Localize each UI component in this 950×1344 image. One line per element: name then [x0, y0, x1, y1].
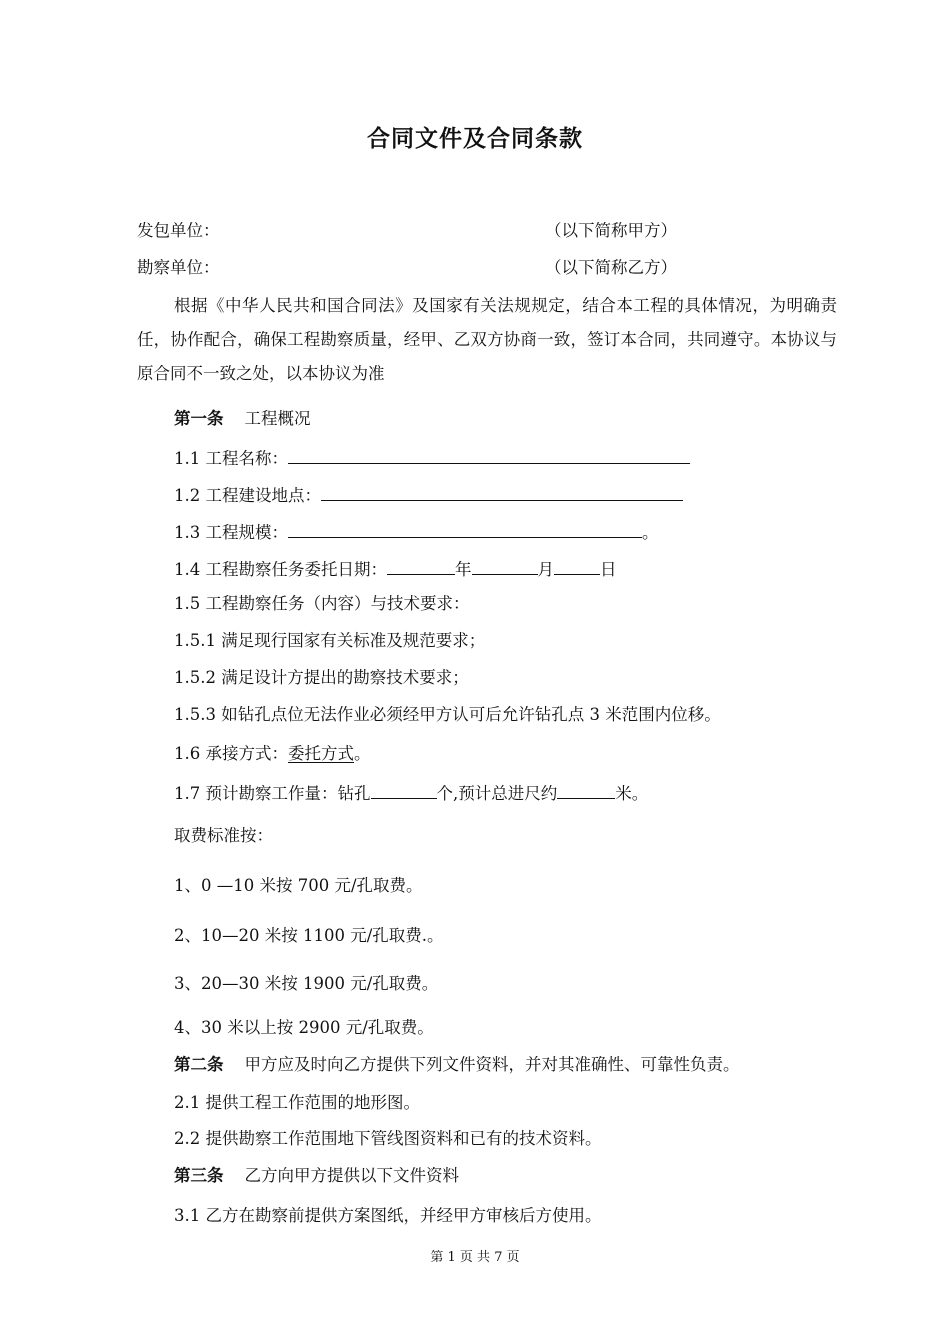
item-2-2: 2.2 提供勘察工作范围地下管线图资料和已有的技术资料。	[174, 1129, 602, 1148]
fee-item-4: 4、30 米以上按 2900 元/孔取费。	[174, 1018, 434, 1037]
item-2-1: 2.1 提供工程工作范围的地形图。	[174, 1093, 420, 1112]
contract-method-value: 委托方式	[288, 744, 354, 763]
page-footer: 第 1 页 共 7 页	[430, 1250, 520, 1265]
fee-item-1: 1、0 —10 米按 700 元/孔取费。	[174, 876, 423, 895]
item-1-2	[174, 482, 683, 507]
article-2-heading	[174, 1054, 739, 1076]
page-title: 合同文件及合同条款	[367, 126, 583, 152]
borehole-count-blank[interactable]	[371, 780, 437, 799]
fee-standard-title: 取费标准按：	[174, 826, 273, 845]
item-1-6-end: 。	[354, 744, 371, 763]
item-1-3	[174, 519, 659, 544]
surveyor-label: 勘察单位：	[137, 258, 220, 277]
item-1-7-label-c: 米。	[615, 784, 649, 803]
article-3-title: 乙方向甲方提供以下文件资料	[244, 1166, 459, 1185]
year-label: 年	[455, 560, 472, 579]
item-1-1	[174, 445, 690, 470]
year-blank[interactable]	[387, 556, 455, 575]
item-1-6-label: 1.6 承接方式：	[174, 744, 288, 763]
item-1-1-label: 1.1 工程名称：	[174, 449, 288, 468]
month-blank[interactable]	[472, 556, 538, 575]
item-1-3-end: 。	[642, 523, 659, 542]
item-1-2-label: 1.2 工程建设地点：	[174, 486, 321, 505]
item-1-5-2: 1.5.2 满足设计方提出的勘察技术要求；	[174, 668, 469, 687]
fee-item-3: 3、20—30 米按 1900 元/孔取费。	[174, 974, 439, 993]
item-1-7-label-a: 1.7 预计勘察工作量：钻孔	[174, 784, 371, 803]
item-1-5-1: 1.5.1 满足现行国家有关标准及规范要求；	[174, 631, 486, 650]
project-location-blank[interactable]	[321, 482, 683, 501]
employer-label: 发包单位：	[137, 221, 220, 240]
surveyor-note: （以下简称乙方）	[545, 258, 677, 277]
article-1-title: 工程概况	[244, 409, 311, 428]
item-1-7-label-b: 个,预计总进尺约	[436, 784, 558, 803]
article-2-number: 第二条	[174, 1055, 224, 1074]
article-3-number: 第三条	[174, 1166, 224, 1185]
item-1-3-label: 1.3 工程规模：	[174, 523, 288, 542]
article-2-title: 甲方应及时向乙方提供下列文件资料，并对其准确性、可靠性负责。	[244, 1055, 740, 1074]
day-blank[interactable]	[554, 556, 600, 575]
item-1-4	[174, 556, 617, 581]
item-3-1: 3.1 乙方在勘察前提供方案图纸，并经甲方审核后方使用。	[174, 1206, 602, 1225]
article-1-number: 第一条	[174, 409, 224, 428]
article-3-heading	[174, 1165, 459, 1187]
fee-item-2: 2、10—20 米按 1100 元/孔取费.。	[174, 926, 444, 945]
intro-paragraph: 根据《中华人民共和国合同法》及国家有关法规规定，结合本工程的具体情况，为明确责任，协作配合，确保工程勘察质量，经甲、乙双方协商一致，签订本合同，共同遵守。本协议与原合同不一致之处，以本协议为准	[137, 296, 837, 383]
month-label: 月	[537, 560, 554, 579]
item-1-6	[174, 743, 371, 765]
article-1-heading	[174, 408, 310, 430]
total-depth-blank[interactable]	[557, 780, 615, 799]
project-scale-blank[interactable]	[288, 519, 642, 538]
item-1-5: 1.5 工程勘察任务（内容）与技术要求：	[174, 594, 470, 613]
project-name-blank[interactable]	[288, 445, 690, 464]
item-1-7	[174, 780, 648, 805]
employer-note: （以下简称甲方）	[545, 221, 677, 240]
item-1-5-3: 1.5.3 如钻孔点位无法作业必须经甲方认可后允许钻孔点 3 米范围内位移。	[174, 705, 721, 724]
day-label: 日	[600, 560, 617, 579]
item-1-4-label: 1.4 工程勘察任务委托日期：	[174, 560, 387, 579]
